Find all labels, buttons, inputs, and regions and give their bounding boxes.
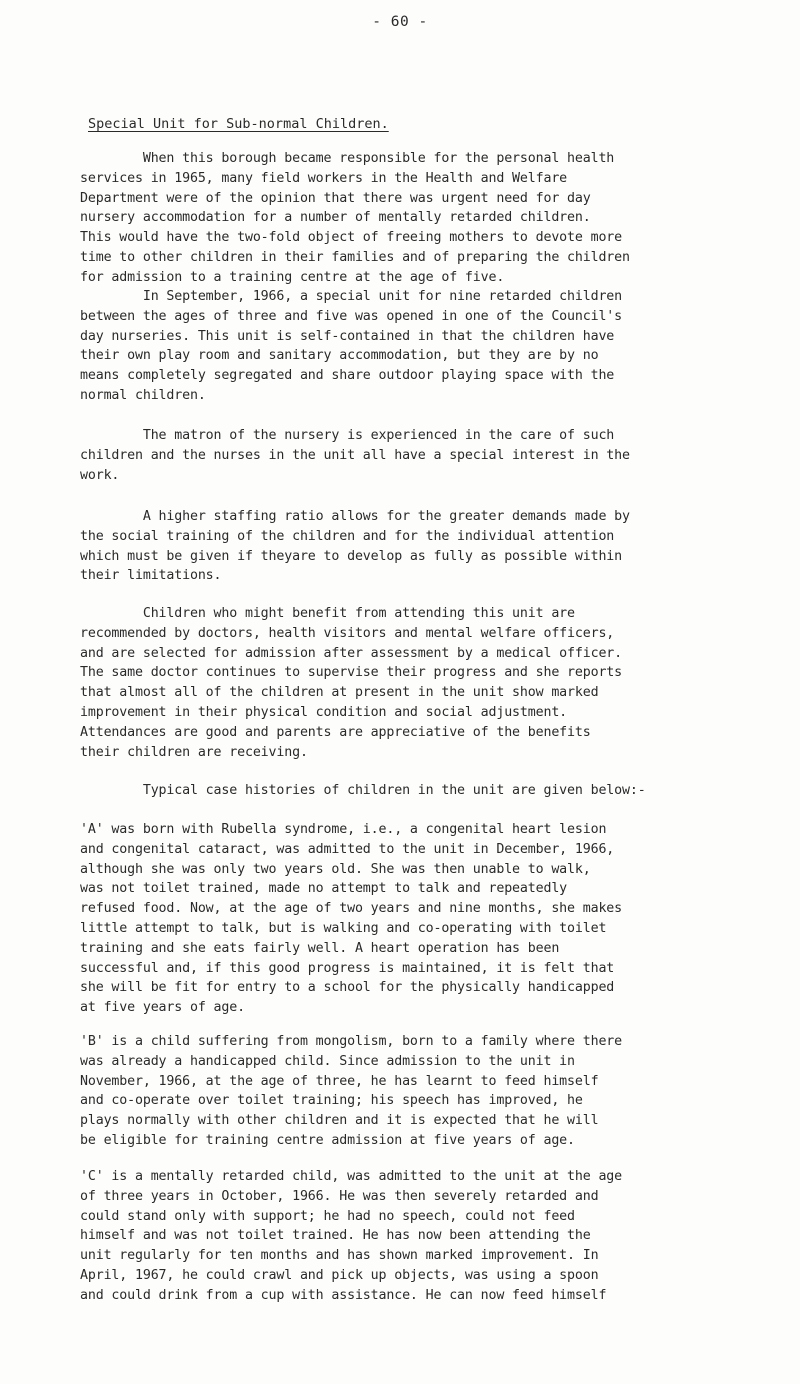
paragraph-unit-opening: In September, 1966, a special unit for nine retarded children between the ages of three and five was opened in one of the Council's day nurseries. This unit is self-contained in that the children have their own play room and sanitary accommodation, but they are by no means completely segregated and share outdoor playing space with the normal children. [80, 289, 623, 403]
paragraph-case-c: 'C' is a mentally retarded child, was admitted to the unit at the age of three years in October, 1966. He was then severely retarded and could stand only with support; he had no speech, could not feed himself and was not toilet trained. He has now been attending the unit regularly for ten months and has shown marked improvement. In April, 1967, he could crawl and pick up objects, was using a spoon and could drink from a cup with assistance. He can now feed himself [80, 1169, 623, 1303]
paragraph-intro: When this borough became responsible for the personal health services in 1965, many field workers in the Health and Welfare Department were of the opinion that there was urgent need for day nursery accommodation for a number of mentally retarded children. This would have the two-fold object of freeing mothers to devote more time to other children in their families and of preparing the children for admission to a training centre at the age of five. [80, 151, 630, 285]
section-heading: Special Unit for Sub-normal Children. [88, 116, 389, 132]
paragraph-case-b: 'B' is a child suffering from mongolism, born to a family where there was already a handicapped child. Since admission to the unit in November, 1966, at the age of three, he has learnt to feed himself and co-operate over toilet training; his speech has improved, he plays normally with other children and it is expected that he will be eligible for training centre admission at five years of age. [80, 1034, 623, 1148]
paragraph-matron: The matron of the nursery is experienced in the care of such children and the nurses in the unit all have a special interest in the work. [80, 428, 630, 483]
paragraph-case-intro: Typical case histories of children in the unit are given below:- [80, 783, 646, 798]
paragraph-case-a: 'A' was born with Rubella syndrome, i.e., a congenital heart lesion and congenital cataract, was admitted to the unit in December, 1966, although she was only two years old. She was then unable to walk, was not toilet trained, made no attempt to talk and repeatedly refused food. Now, at the age of two years and nine months, she makes little attempt to talk, but is walking and co-operating with toilet training and she eats fairly well. A heart operation has been successful and, if this good progress is maintained, it is felt that she will be fit for entry to a school for the physically handicapped at five years of age. [80, 822, 623, 1016]
paragraph-admission: Children who might benefit from attending this unit are recommended by doctors, health visitors and mental welfare officers, and are selected for admission after assessment by a medical officer. The same doctor continues to supervise their progress and she reports that almost all of the children at present in the unit show marked improvement in their physical condition and social adjustment. Attendances are good and parents are appreciative of the benefits their children are receiving. [80, 606, 623, 760]
paragraph-staffing: A higher staffing ratio allows for the greater demands made by the social training of the children and for the individual attention which must be given if theyare to develop as fully as possible within their limitations. [80, 509, 630, 584]
page-number: - 60 - [372, 14, 428, 30]
